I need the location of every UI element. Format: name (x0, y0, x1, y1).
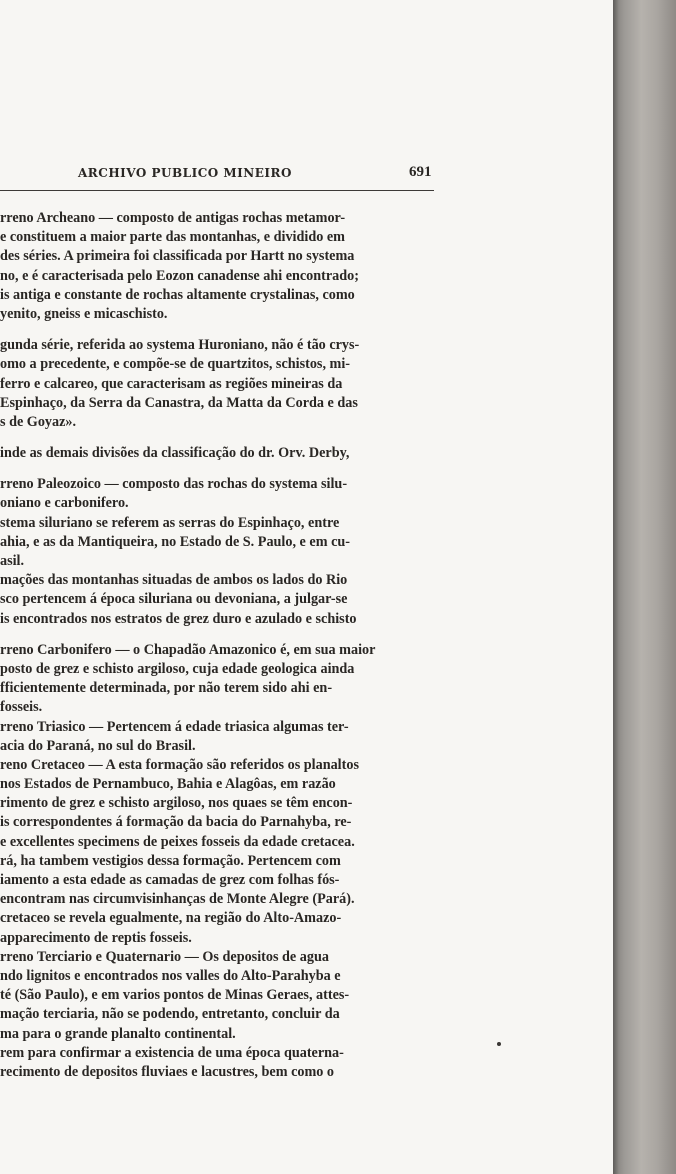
text-line: acia do Paraná, no sul do Brasil. (0, 737, 196, 754)
text-line: apparecimento de reptis fosseis. (0, 929, 192, 946)
text-line: encontram nas circumvisinhanças de Monte Alegre (Pará). (0, 891, 355, 908)
text-line: reno Cretaceo — A esta formação são referidos os planaltos (0, 756, 359, 773)
text-line: rem para confirmar a existencia de uma época quaterna- (0, 1044, 344, 1061)
text-line: nos Estados de Pernambuco, Bahia e Alagôas, em razão (0, 776, 336, 793)
text-line: is antiga e constante de rochas altamente crystalinas, como (0, 286, 355, 303)
running-header (0, 164, 613, 186)
text-line: asil. (0, 553, 25, 569)
text-line: ndo lignitos e encontrados nos valles do Alto-Parahyba e (0, 967, 341, 984)
text-line: gunda série, referida ao systema Huroniano, não é tão crys- (0, 337, 360, 354)
text-line: oniano e carbonifero. (0, 495, 129, 512)
header-rule (0, 190, 434, 191)
text-line: s de Goyaz». (0, 413, 77, 430)
text-line: rreno Carbonifero — o Chapadão Amazonico é, em sua maior (0, 641, 376, 658)
paragraph-gap (0, 629, 432, 641)
text-line: e excellentes specimens de peixes fosseis da edade cretacea. (0, 833, 355, 850)
text-line: fficientemente determinada, por não terem sido ahi en- (0, 680, 333, 697)
text-line: rreno Paleozoico — composto das rochas do systema silu- (0, 476, 348, 493)
text-line: stema siluriano se referem as serras do Espinhaço, entre (0, 514, 340, 531)
text-line: Espinhaço, da Serra da Canastra, da Matta da Corda e das (0, 394, 358, 411)
text-line: omo a precedente, e compõe-se de quartzitos, schistos, mi- (0, 356, 351, 373)
text-line: cretaceo se revela egualmente, na região do Alto-Amazo- (0, 910, 342, 927)
body-text (0, 209, 432, 1082)
text-line: no, e é caracterisada pelo Eozon canadense ahi encontrado; (0, 267, 359, 284)
text-line: inde as demais divisões da classificação do dr. Orv. Derby, (0, 445, 350, 462)
text-line: is correspondentes á formação da bacia do Parnahyba, re- (0, 814, 352, 831)
paragraph-gap (0, 432, 432, 444)
text-line: posto de grez e schisto argiloso, cuja edade geologica ainda (0, 660, 355, 677)
text-line: rreno Terciario e Quaternario — Os depositos de agua (0, 948, 329, 965)
text-line: rreno Triasico — Pertencem á edade triasica algumas ter- (0, 718, 349, 735)
text-line: recimento de depositos fluviaes e lacustres, bem como o (0, 1063, 335, 1080)
running-head-title: ARCHIVO PUBLICO MINEIRO (78, 166, 292, 180)
text-line: yenito, gneiss e micaschisto. (0, 305, 168, 322)
text-line: iamento a esta edade as camadas de grez com folhas fós- (0, 872, 340, 888)
text-line: sco pertencem á época siluriana ou devoniana, a julgar-se (0, 591, 348, 608)
text-line: rimento de grez e schisto argiloso, nos quaes se têm encon- (0, 795, 353, 812)
text-line: té (São Paulo), e em varios pontos de Minas Geraes, attes- (0, 987, 350, 1004)
text-line: des séries. A primeira foi classificada por Hartt no systema (0, 248, 355, 265)
text-line: fosseis. (0, 699, 43, 716)
text-line: mação terciaria, não se podendo, entretanto, concluir da (0, 1006, 340, 1023)
text-line: ferro e calcareo, que caracterisam as regiões mineiras da (0, 375, 343, 392)
paragraph-gap (0, 463, 432, 475)
page-edge-binding (613, 0, 676, 1174)
text-line: mações das montanhas situadas de ambos os lados do Rio (0, 572, 348, 589)
text-line: ahia, e as da Mantiqueira, no Estado de S. Paulo, e em cu- (0, 533, 350, 550)
text-line: rreno Archeano — composto de antigas rochas metamor- (0, 210, 346, 226)
ink-speck (497, 1042, 501, 1046)
text-line: ma para o grande planalto continental. (0, 1025, 236, 1042)
text-line: rá, ha tambem vestigios dessa formação. Pertencem com (0, 852, 341, 869)
page-number: 691 (409, 164, 432, 180)
text-line: is encontrados nos estratos de grez duro e azulado e schisto (0, 610, 357, 627)
text-line: e constituem a maior parte das montanhas, e dividido em (0, 229, 345, 246)
paragraph-gap (0, 324, 432, 336)
